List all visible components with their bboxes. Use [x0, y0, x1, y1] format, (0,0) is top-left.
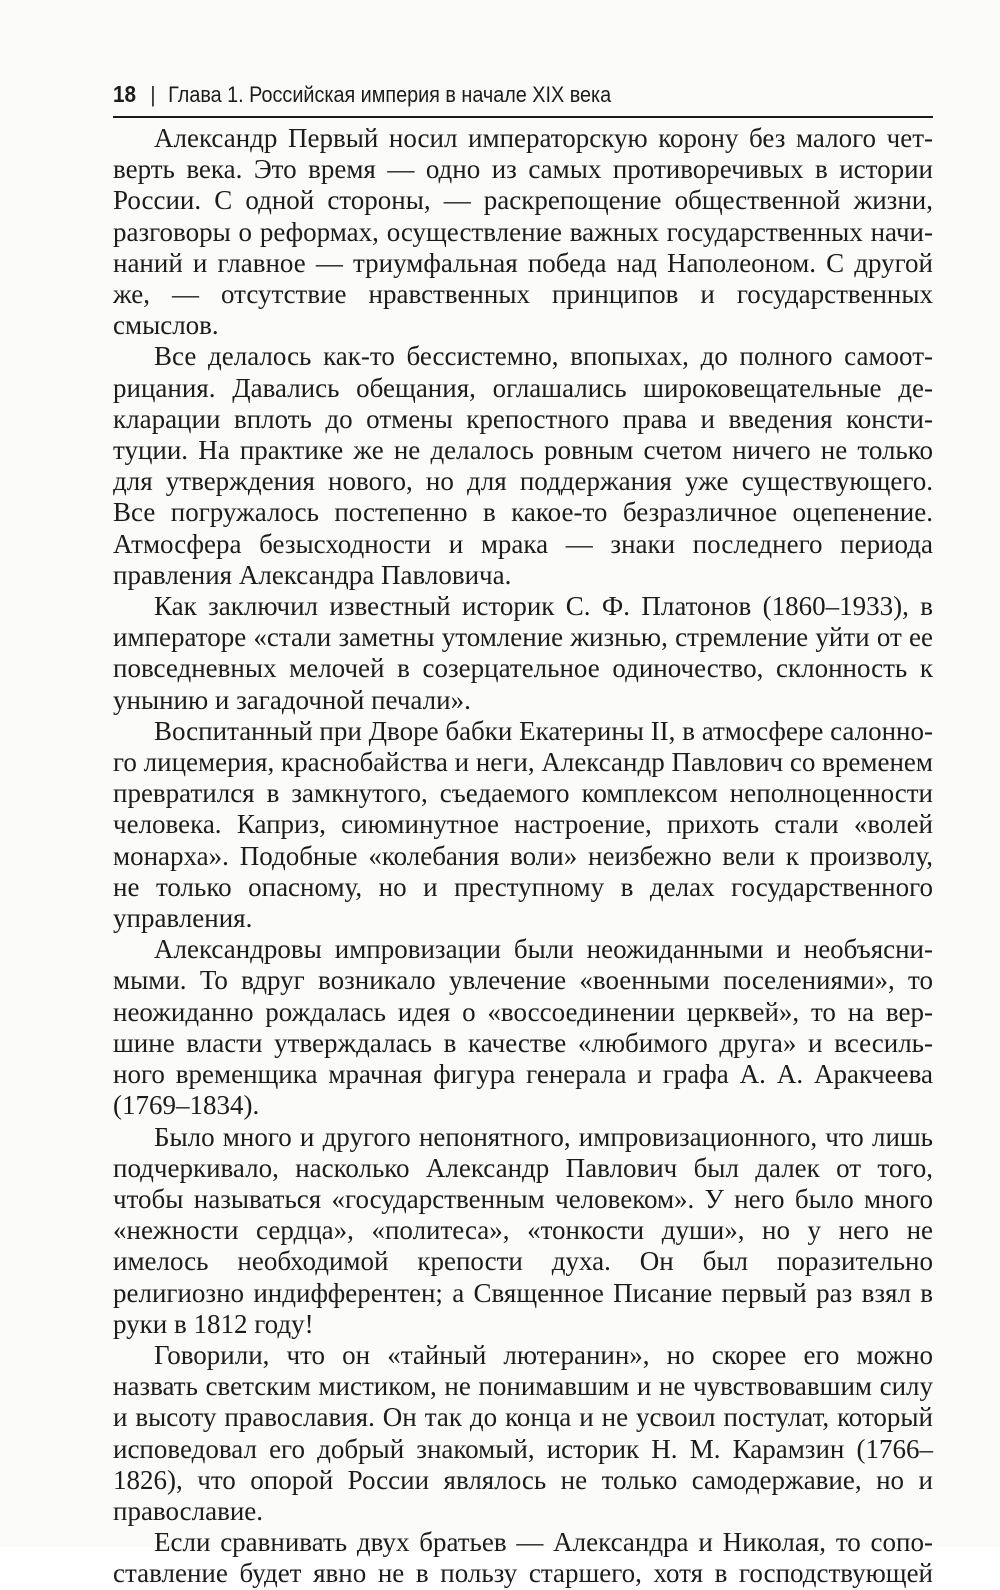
running-head — [113, 74, 851, 114]
paragraph: Александровы импровизации были неожиданными и необъяснимыми. То вдруг возникало увлечение «военными поселениями», то неожиданно рождалась идея о «воссоединении церквей», то на вершине власти утверждалась в качестве «любимого друга» и всесильного временщика мрачная фигура генерала и графа А. А. Аракчеева (1769–1834). — [113, 934, 933, 1121]
paragraph: Говорили, что он «тайный лютеранин», но скорее его можно назвать светским мистиком, не понимавшим и не чувствовавшим силу и высоту православия. Он так до конца и не усвоил постулат, который исповедовал его добрый знакомый, историк Н. М. Карамзин (1766–1826), что опорой России являлось не только самодержавие, но и православие. — [113, 1339, 933, 1526]
paragraph: Было много и другого непонятного, импровизационного, что лишь подчеркивало, насколько Александр Павлович был далек от того, чтобы называться «государственным человеком». У него было много «нежности сердца», «политеса», «тонкости души», но у него не имелось необходимой крепости духа. Он был поразительно религиозно индифферентен; а Священное Писание первый раз взял в руки в 1812 году! — [113, 1121, 933, 1339]
paragraph: Воспитанный при Дворе бабки Екатерины II, в атмосфере салонного лицемерия, краснобайства и неги, Александр Павлович со временем превратился в замкнутого, съедаемого комплексом неполноценности человека. Каприз, сиюминутное настроение, прихоть стали «волей монарха». Подобные «колебания воли» неизбежно вели к произволу, не только опасному, но и преступному в делах государственного управления. — [113, 715, 933, 934]
header-rule — [113, 116, 933, 118]
paragraph: Александр Первый носил императорскую корону без малого четверть века. Это время — одно из самых противоречивых в истории России. С одной стороны, — раскрепощение общественной жизни, разговоры о реформах, осуществление важных государственных начинаний и главное — триумфальная победа над Наполеоном. С другой же, — отсутствие нравственных принципов и государственных смыслов. — [113, 123, 933, 341]
body-text — [113, 123, 933, 1590]
page-number: 18 — [113, 81, 137, 107]
paragraph-continued: Если сравнивать двух братьев — Александра и Николая, то сопоставление будет явно не в пользу старшего, хотя в господствующей — [113, 1527, 933, 1589]
chapter-title: Глава 1. Российская империя в начале XIX века — [168, 82, 612, 107]
paragraph: Все делалось как-то бессистемно, впопыхах, до полного самоотрицания. Давались обещания, оглашались широковещательные декларации вплоть до отмены крепостного права и введения конституции. На практике же не делалось ровным счетом ничего не только для утверждения нового, но для поддержания уже существующего. Все погружалось постепенно в какое-то безразличное оцепенение. Атмосфера безысходности и мрака — знаки последнего периода правления Александра Павловича. — [113, 341, 933, 590]
header-separator: | — [150, 82, 156, 107]
paragraph: Как заключил известный историк С. Ф. Платонов (1860–1933), в императоре «стали заметны утомление жизнью, стремление уйти от ее повседневных мелочей в созерцательное одиночество, склонность к унынию и загадочной печали». — [113, 591, 933, 715]
